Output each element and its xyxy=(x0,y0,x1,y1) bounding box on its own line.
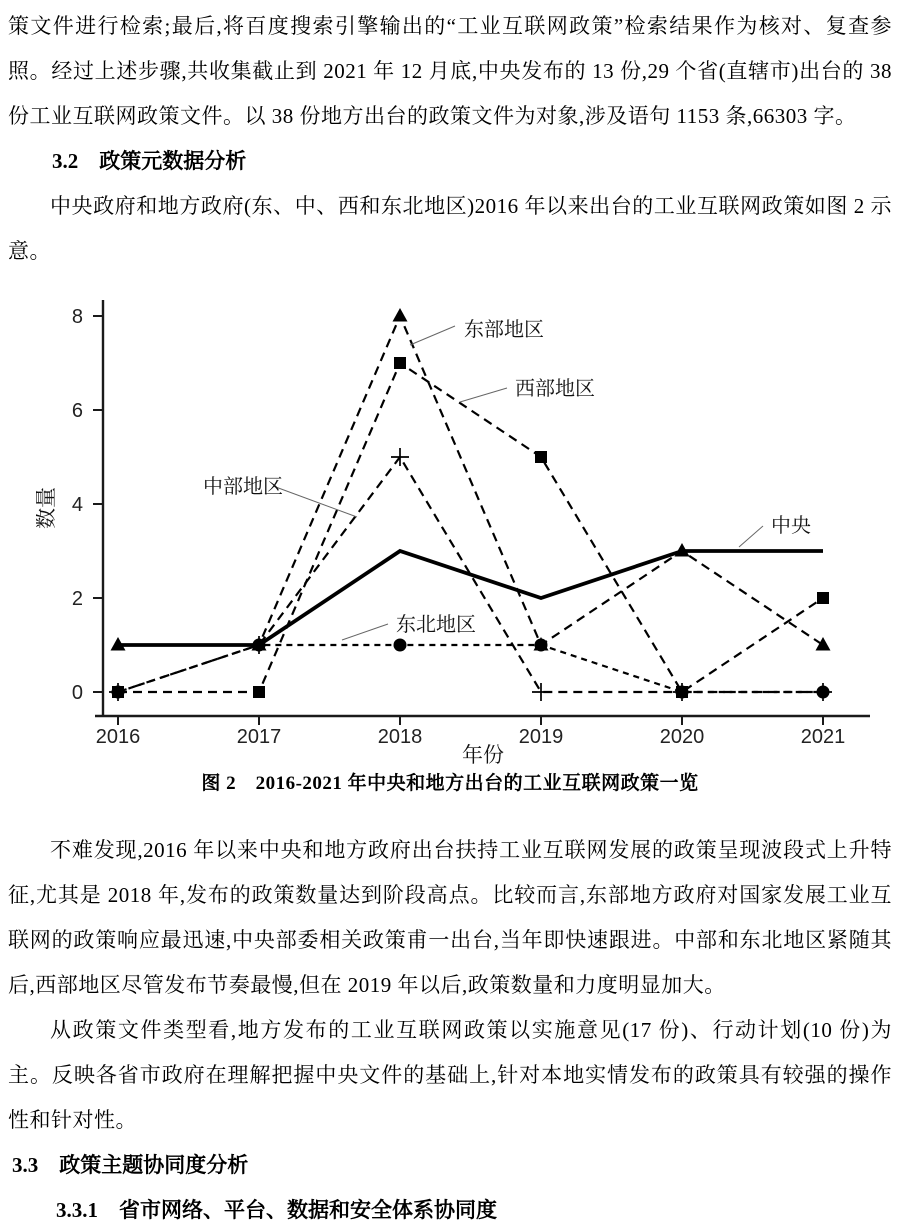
marker-circle-3 xyxy=(112,686,125,699)
marker-square-1 xyxy=(253,686,265,698)
x-tick-label: 2017 xyxy=(236,726,282,748)
annotation-leader-line-2 xyxy=(273,486,357,517)
y-tick-label: 8 xyxy=(71,306,83,328)
x-tick-label: 2020 xyxy=(659,726,705,748)
y-tick-label: 4 xyxy=(71,494,83,516)
series-label-1: 西部地区 xyxy=(515,378,595,400)
section-heading-3-3: 3.3 政策主题协同度分析 xyxy=(12,1153,249,1177)
figure-2-caption: 图 2 2016-2021 年中央和地方出台的工业互联网政策一览 xyxy=(201,773,699,794)
annotation-leader-line-4 xyxy=(739,526,763,547)
series-label-4: 中央 xyxy=(771,515,811,537)
section-heading-3-3-1: 3.3.1 省市网络、平台、数据和安全体系协同度 xyxy=(56,1198,497,1222)
y-tick-label: 0 xyxy=(71,682,83,704)
paragraph-search-method: 策文件进行检索;最后,将百度搜索引擎输出的“工业互联网政策”检索结果作为核对、复查参照。经过上述步骤,共收集截止到 2021 年 12 月底,中央发布的 13 份,29 个省(直辖市)出台的 38 份工业互联网政策文件。以 38 份地方出台的政策文件为对象,涉及语句 1153 条,66303 字。 xyxy=(8,14,892,128)
x-tick-label: 2018 xyxy=(377,726,423,748)
series-label-3: 东北地区 xyxy=(396,614,476,636)
series-label-2: 中部地区 xyxy=(203,476,283,498)
y-tick-label: 6 xyxy=(71,400,83,422)
marker-circle-3 xyxy=(394,639,407,652)
paragraph-analysis-trend: 不难发现,2016 年以来中央和地方政府出台扶持工业互联网发展的政策呈现波段式上升特征,尤其是 2018 年,发布的政策数量达到阶段高点。比较而言,东部地方政府对国家发展工业互联网的政策响应最迅速,中央部委相关政策甫一出台,当年即快速跟进。中部和东北地区紧随其后,西部地区尽管发布节奏最慢,但在 2019 年以后,政策数量和力度明显加大。 xyxy=(8,838,892,997)
x-axis-title: 年份 xyxy=(462,743,504,764)
body-text-top xyxy=(0,0,900,274)
marker-square-1 xyxy=(535,451,547,463)
marker-circle-3 xyxy=(535,639,548,652)
marker-triangle-0 xyxy=(816,637,831,651)
marker-circle-3 xyxy=(676,686,689,699)
figure-2-chart xyxy=(36,274,896,764)
body-text-bottom xyxy=(0,824,900,1231)
paragraph-figure-intro: 中央政府和地方政府(东、中、西和东北地区)2016 年以来出台的工业互联网政策如图 2 示意。 xyxy=(8,194,892,263)
series-label-0: 东部地区 xyxy=(464,319,544,341)
annotation-leader-line-3 xyxy=(342,624,388,640)
x-tick-label: 2021 xyxy=(800,726,846,748)
policy-line-chart xyxy=(36,274,896,764)
y-axis-title: 数量 xyxy=(36,487,58,529)
annotation-leader-line-1 xyxy=(460,388,507,402)
section-heading-3-2: 3.2 政策元数据分析 xyxy=(52,149,247,173)
marker-square-1 xyxy=(817,592,829,604)
paragraph-analysis-doc-types: 从政策文件类型看,地方发布的工业互联网政策以实施意见(17 份)、行动计划(10 份)为主。反映各省市政府在理解把握中央文件的基础上,针对本地实情发布的政策具有较强的操作性和针对性。 xyxy=(8,1018,892,1132)
marker-square-1 xyxy=(394,357,406,369)
y-tick-label: 2 xyxy=(71,588,83,610)
annotation-leader-line-0 xyxy=(410,326,455,345)
series-line-3 xyxy=(118,645,823,692)
marker-circle-3 xyxy=(817,686,830,699)
marker-circle-3 xyxy=(253,639,266,652)
x-tick-label: 2019 xyxy=(518,726,564,748)
marker-triangle-0 xyxy=(393,308,408,322)
x-tick-label: 2016 xyxy=(95,726,141,748)
figure-2 xyxy=(0,274,900,804)
series-line-1 xyxy=(118,363,823,692)
